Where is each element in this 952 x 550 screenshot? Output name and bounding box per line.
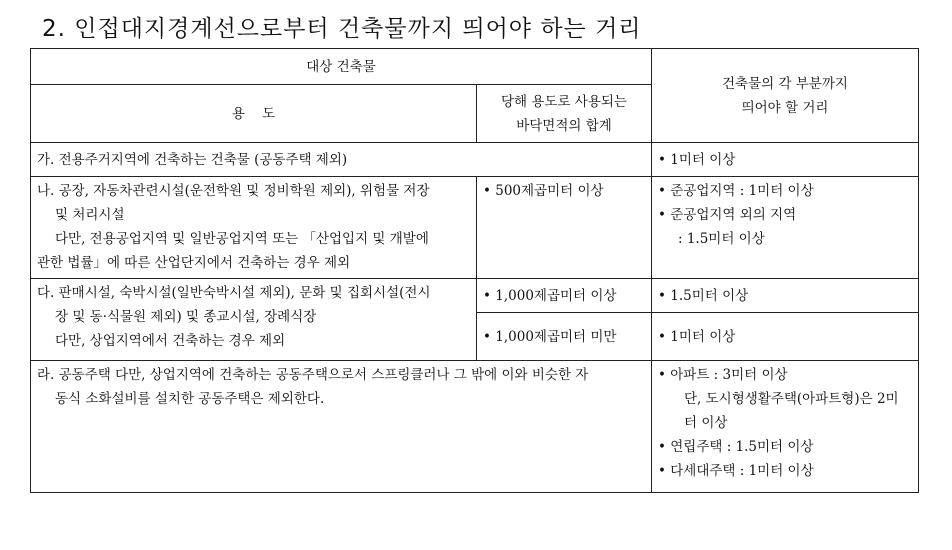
- row-na-use-line3: 다만, 전용공업지역 및 일반공업지역 또는 「산업입지 및 개발에: [55, 231, 429, 247]
- row-ra-distance: [652, 361, 919, 493]
- row-na-area: • 500제곱미터 이상: [477, 177, 652, 279]
- row-da-use-line1: 다. 판매시설, 숙박시설(일반숙박시설 제외), 문화 및 집회시설(전시: [37, 285, 431, 301]
- row-na-distance-line1: • 준공업지역 : 1미터 이상: [658, 183, 814, 199]
- row-ra-distance-line1: • 아파트 : 3미터 이상: [658, 367, 788, 383]
- row-na-use: [31, 177, 477, 279]
- header-area: [477, 85, 652, 143]
- row-ra-distance-line5: • 다세대주택 : 1미터 이상: [658, 463, 814, 479]
- row-na-use-line2: 및 처리시설: [55, 207, 125, 223]
- row-ra-use-line1: 라. 공동주택 다만, 상업지역에 건축하는 공동주택으로서 스프링클러나 그 밖에 이와 비슷한 자: [37, 367, 589, 383]
- row-na-distance-line2: • 준공업지역 외의 지역: [658, 207, 797, 223]
- page-title: 2. 인접대지경계선으로부터 건축물까지 띄어야 하는 거리: [42, 16, 642, 42]
- row-ra-use-line2: 동식 소화설비를 설치한 공동주택은 제외한다.: [55, 391, 325, 407]
- distance-table: [30, 48, 919, 493]
- header-use: [31, 85, 477, 143]
- row-ra-distance-line3: 터 이상: [684, 415, 728, 431]
- row-da-use: [31, 279, 477, 361]
- row-ga-use: 가. 전용주거지역에 건축하는 건축물 (공동주택 제외): [31, 143, 652, 177]
- header-area-line1: 당해 용도로 사용되는: [501, 93, 627, 110]
- row-na-distance: [652, 177, 919, 279]
- header-distance-line2: 띄어야 할 거리: [741, 99, 829, 116]
- row-na-use-line1: 나. 공장, 자동차관련시설(운전학원 및 정비학원 제외), 위험물 저장: [37, 183, 430, 199]
- header-target: 대상 건축물: [31, 49, 652, 85]
- row-ra-use: [31, 361, 652, 493]
- header-distance: [652, 49, 919, 143]
- row-da-area-2: • 1,000제곱미터 미만: [477, 313, 652, 361]
- row-da-distance-1: • 1.5미터 이상: [652, 279, 919, 313]
- header-area-line2: 바닥면적의 합계: [516, 117, 612, 134]
- row-ra-distance-line4: • 연립주택 : 1.5미터 이상: [658, 439, 814, 455]
- header-distance-line1: 건축물의 각 부분까지: [722, 75, 848, 92]
- header-use-label: 용 도: [231, 105, 276, 122]
- row-ra-distance-line2: 단, 도시형생활주택(아파트형)은 2미: [684, 391, 899, 407]
- row-ga-distance: • 1미터 이상: [652, 143, 919, 177]
- row-da-use-line3: 다만, 상업지역에서 건축하는 경우 제외: [55, 333, 286, 349]
- row-na-use-line4: 관한 법률」에 따른 산업단지에서 건축하는 경우 제외: [37, 255, 351, 271]
- row-da-use-line2: 장 및 동·식물원 제외) 및 종교시설, 장례식장: [55, 309, 317, 325]
- row-na-distance-line3: : 1.5미터 이상: [678, 231, 765, 247]
- row-da-area-1: • 1,000제곱미터 이상: [477, 279, 652, 313]
- row-da-distance-2: • 1미터 이상: [652, 313, 919, 361]
